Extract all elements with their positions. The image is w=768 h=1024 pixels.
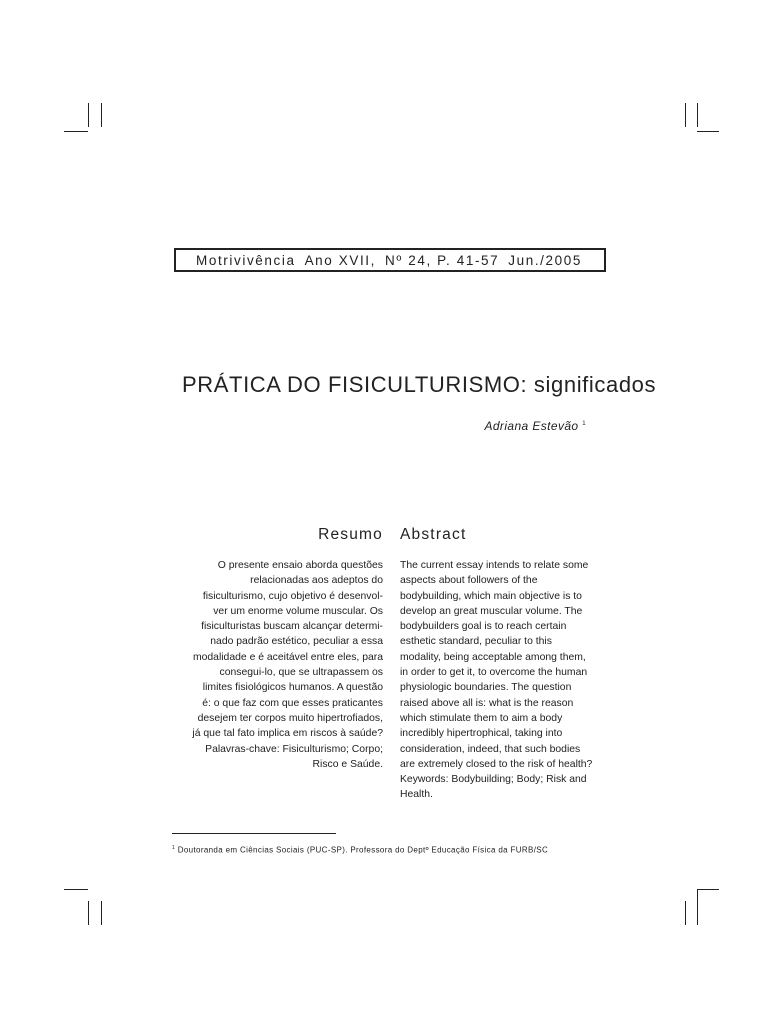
crop-mark-bottom-right-v2 bbox=[697, 889, 698, 925]
resumo-line: nado padrão estético, peculiar a essa bbox=[210, 636, 383, 648]
crop-mark-bottom-right-h bbox=[697, 889, 719, 890]
resumo-line: Risco e Saúde. bbox=[312, 758, 383, 770]
journal-issue-pages: Nº 24, P. 41-57 bbox=[385, 252, 500, 268]
abstract-line: aspects about followers of the bbox=[400, 575, 538, 587]
resumo-line: fisiculturismo, cujo objetivo é desenvol- bbox=[202, 590, 383, 602]
journal-header bbox=[174, 248, 606, 272]
abstract-line: consideration, indeed, that such bodies bbox=[400, 743, 581, 755]
crop-mark-top-right-v1 bbox=[685, 103, 686, 127]
footnote-rule bbox=[172, 833, 336, 834]
abstract-line: bodybuilders goal is to reach certain bbox=[400, 621, 567, 633]
article-title: PRÁTICA DO FISICULTURISMO: significados bbox=[182, 372, 657, 397]
crop-mark-top-right-h bbox=[697, 131, 719, 132]
crop-mark-top-right-v2 bbox=[697, 103, 698, 127]
abstract-text bbox=[400, 558, 615, 803]
resumo-line: relacionadas aos adeptos do bbox=[250, 575, 383, 587]
resumo-line: é: o que faz com que esses praticantes bbox=[202, 697, 383, 709]
resumo-line: O presente ensaio aborda questões bbox=[217, 560, 383, 571]
journal-date: Jun./2005 bbox=[508, 252, 582, 268]
article-author bbox=[484, 419, 586, 433]
abstract-line: Health. bbox=[400, 789, 433, 801]
resumo-line: já que tal fato implica em riscos à saúde? bbox=[192, 728, 383, 740]
footnote-text: Doutoranda em Ciências Sociais (PUC-SP). Professora do Deptº Educação Física da FURB/SC bbox=[177, 845, 549, 855]
journal-name: Motrivivência bbox=[196, 252, 296, 268]
abstract-line: bodybuilding, which main objective is to bbox=[400, 590, 582, 602]
abstract-line: esthetic standard, peculiar to this bbox=[400, 636, 552, 648]
footnote bbox=[172, 845, 548, 855]
resumo-heading: Resumo bbox=[318, 526, 383, 543]
abstract-line: are extremely closed to the risk of health? bbox=[400, 758, 593, 770]
abstract-line: physiologic boundaries. The question bbox=[400, 682, 572, 694]
footnote-mark: 1 bbox=[172, 845, 176, 851]
resumo-line: fisiculturistas buscam alcançar determi- bbox=[201, 621, 383, 633]
crop-mark-top-left-v1 bbox=[88, 103, 89, 127]
crop-mark-top-left-h bbox=[64, 131, 88, 132]
resumo-text bbox=[168, 558, 383, 772]
crop-mark-bottom-left-h bbox=[64, 889, 88, 890]
abstract-line: modality, being acceptable among them, bbox=[400, 651, 586, 663]
resumo-line: consegui-lo, que se ultrapassem os bbox=[219, 667, 383, 679]
abstract-line: Keywords: Bodybuilding; Body; Risk and bbox=[400, 774, 587, 786]
abstract-line: raised above all is: what is the reason bbox=[400, 697, 574, 709]
resumo-line: Palavras-chave: Fisiculturismo; Corpo; bbox=[205, 743, 383, 755]
resumo-line: modalidade e é aceitável entre eles, para bbox=[192, 651, 383, 663]
resumo-line: limites fisiológicos humanos. A questão bbox=[202, 682, 383, 694]
abstract-line: develop an great muscular volume. The bbox=[400, 605, 583, 617]
crop-mark-bottom-left-v1 bbox=[88, 901, 89, 925]
author-footnote-mark: 1 bbox=[582, 421, 586, 427]
abstract-line: The current essay intends to relate some bbox=[400, 560, 589, 571]
abstract-heading: Abstract bbox=[400, 526, 467, 543]
journal-volume: Ano XVII, bbox=[304, 252, 377, 268]
abstract-line: in order to get it, to overcome the human bbox=[400, 667, 588, 679]
abstract-line: incredibly hipertrophical, taking into bbox=[400, 728, 563, 740]
crop-mark-bottom-left-v2 bbox=[101, 901, 102, 925]
abstract-line: which stimulate them to aim a body bbox=[400, 712, 563, 724]
crop-mark-bottom-right-v1 bbox=[685, 901, 686, 925]
author-name: Adriana Estevão bbox=[484, 419, 579, 433]
resumo-line: ver um enorme volume muscular. Os bbox=[213, 605, 383, 617]
crop-mark-top-left-v2 bbox=[101, 103, 102, 127]
resumo-line: desejem ter corpos muito hipertrofiados, bbox=[197, 712, 383, 724]
